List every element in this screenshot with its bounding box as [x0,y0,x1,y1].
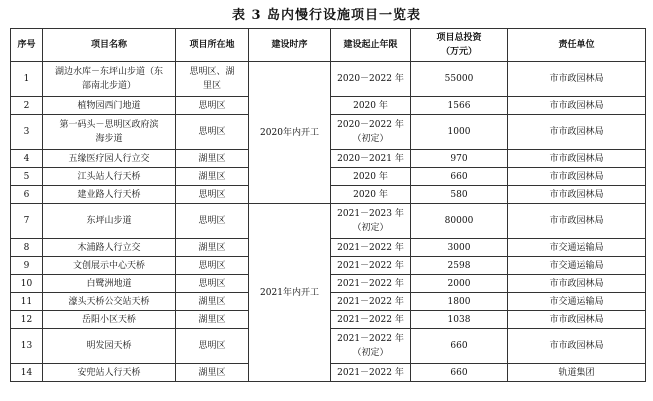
cell-no: 7 [11,204,43,239]
cell-owner: 市市政园林局 [508,275,646,293]
cell-name: 植物园西门地道 [43,97,176,115]
cell-owner: 市市政园林局 [508,168,646,186]
cell-district-line1: 思明区、湖 [189,67,235,77]
cell-investment: 1800 [411,293,508,311]
cell-district: 湖里区 [176,311,249,329]
cell-name [43,62,176,97]
cell-period-line2: （初定） [352,223,389,233]
cell-name-line1: 第一码头－思明区政府滨 [59,120,159,130]
header-row [11,29,646,62]
cell-name-line1: 湖边水库－东坪山步道（东 [54,67,163,77]
cell-owner: 市市政园林局 [508,97,646,115]
cell-name: 明发园天桥 [43,329,176,364]
cell-name: 濠头天桥公交站天桥 [43,293,176,311]
header-investment [411,29,508,62]
cell-no: 11 [11,293,43,311]
cell-owner: 市市政园林局 [508,150,646,168]
cell-owner: 轨道集团 [508,364,646,382]
table-row [11,204,646,239]
cell-period [331,329,411,364]
cell-period: 2021－2022 年 [331,364,411,382]
cell-no: 10 [11,275,43,293]
cell-no: 8 [11,239,43,257]
cell-name-line2: 部南北步道） [81,81,136,91]
cell-period: 2021－2022 年 [331,311,411,329]
cell-district: 思明区 [176,257,249,275]
cell-period: 2021－2022 年 [331,293,411,311]
cell-district: 湖里区 [176,150,249,168]
cell-investment: 1000 [411,115,508,150]
header-district: 项目所在地 [176,29,249,62]
cell-name: 安兜站人行天桥 [43,364,176,382]
table-title: 表 3 岛内慢行设施项目一览表 [231,8,422,23]
cell-name: 白鹭洲地道 [43,275,176,293]
cell-no: 5 [11,168,43,186]
cell-owner: 市市政园林局 [508,186,646,204]
cell-district: 湖里区 [176,168,249,186]
facility-table [10,28,646,382]
cell-owner: 市交通运输局 [508,257,646,275]
cell-district: 思明区 [176,275,249,293]
cell-period: 2020 年 [331,97,411,115]
cell-investment: 3000 [411,239,508,257]
cell-period-line1: 2020－2022 年 [337,120,404,130]
cell-district: 思明区 [176,115,249,150]
cell-period-line2: （初定） [352,134,389,144]
cell-district: 湖里区 [176,364,249,382]
cell-district-line2: 里区 [202,81,221,91]
cell-district: 思明区 [176,97,249,115]
cell-name: 建业路人行天桥 [43,186,176,204]
cell-no: 3 [11,115,43,150]
cell-no: 2 [11,97,43,115]
cell-district: 湖里区 [176,293,249,311]
cell-period: 2021－2022 年 [331,239,411,257]
cell-investment: 55000 [411,62,508,97]
header-no: 序号 [11,29,43,62]
cell-name: 五缘医疗园人行立交 [43,150,176,168]
cell-district: 思明区 [176,204,249,239]
cell-name: 江头站人行天桥 [43,168,176,186]
header-investment-line1: 项目总投资 [436,33,482,43]
cell-name: 东坪山步道 [43,204,176,239]
cell-period [331,115,411,150]
cell-period [331,204,411,239]
cell-owner: 市市政园林局 [508,62,646,97]
cell-period-line2: （初定） [352,348,389,358]
cell-investment: 970 [411,150,508,168]
cell-owner: 市交通运输局 [508,293,646,311]
cell-no: 14 [11,364,43,382]
cell-period: 2020 年 [331,168,411,186]
cell-owner: 市市政园林局 [508,329,646,364]
cell-investment: 660 [411,329,508,364]
cell-owner: 市市政园林局 [508,204,646,239]
cell-no: 6 [11,186,43,204]
cell-investment: 2598 [411,257,508,275]
cell-period-line1: 2021－2022 年 [337,334,404,344]
cell-period: 2020 年 [331,186,411,204]
cell-investment: 660 [411,168,508,186]
cell-no: 4 [11,150,43,168]
cell-investment: 580 [411,186,508,204]
cell-period: 2021－2022 年 [331,275,411,293]
cell-investment: 2000 [411,275,508,293]
cell-owner: 市市政园林局 [508,311,646,329]
cell-period-line1: 2021－2023 年 [337,209,404,219]
cell-district: 思明区 [176,329,249,364]
cell-timing-group-2021: 2021年内开工 [249,204,331,382]
cell-owner: 市市政园林局 [508,115,646,150]
cell-investment: 1566 [411,97,508,115]
header-owner: 责任单位 [508,29,646,62]
cell-timing-group-2020: 2020年内开工 [249,62,331,204]
header-name: 项目名称 [43,29,176,62]
cell-no: 9 [11,257,43,275]
cell-investment: 80000 [411,204,508,239]
header-timing: 建设时序 [249,29,331,62]
cell-district: 湖里区 [176,239,249,257]
cell-no: 13 [11,329,43,364]
table-row [11,62,646,97]
cell-name: 岳阳小区天桥 [43,311,176,329]
cell-owner: 市交通运输局 [508,239,646,257]
cell-name-line2: 海步道 [95,134,123,144]
cell-investment: 1038 [411,311,508,329]
cell-period: 2020－2021 年 [331,150,411,168]
cell-name [43,115,176,150]
cell-no: 1 [11,62,43,97]
cell-name: 木浦路人行立交 [43,239,176,257]
cell-district: 思明区 [176,186,249,204]
header-investment-line2: （万元） [440,47,477,57]
cell-period: 2021－2022 年 [331,257,411,275]
cell-name: 文创展示中心天桥 [43,257,176,275]
header-period: 建设起止年限 [331,29,411,62]
cell-period: 2020－2022 年 [331,62,411,97]
cell-district [176,62,249,97]
cell-no: 12 [11,311,43,329]
cell-investment: 660 [411,364,508,382]
